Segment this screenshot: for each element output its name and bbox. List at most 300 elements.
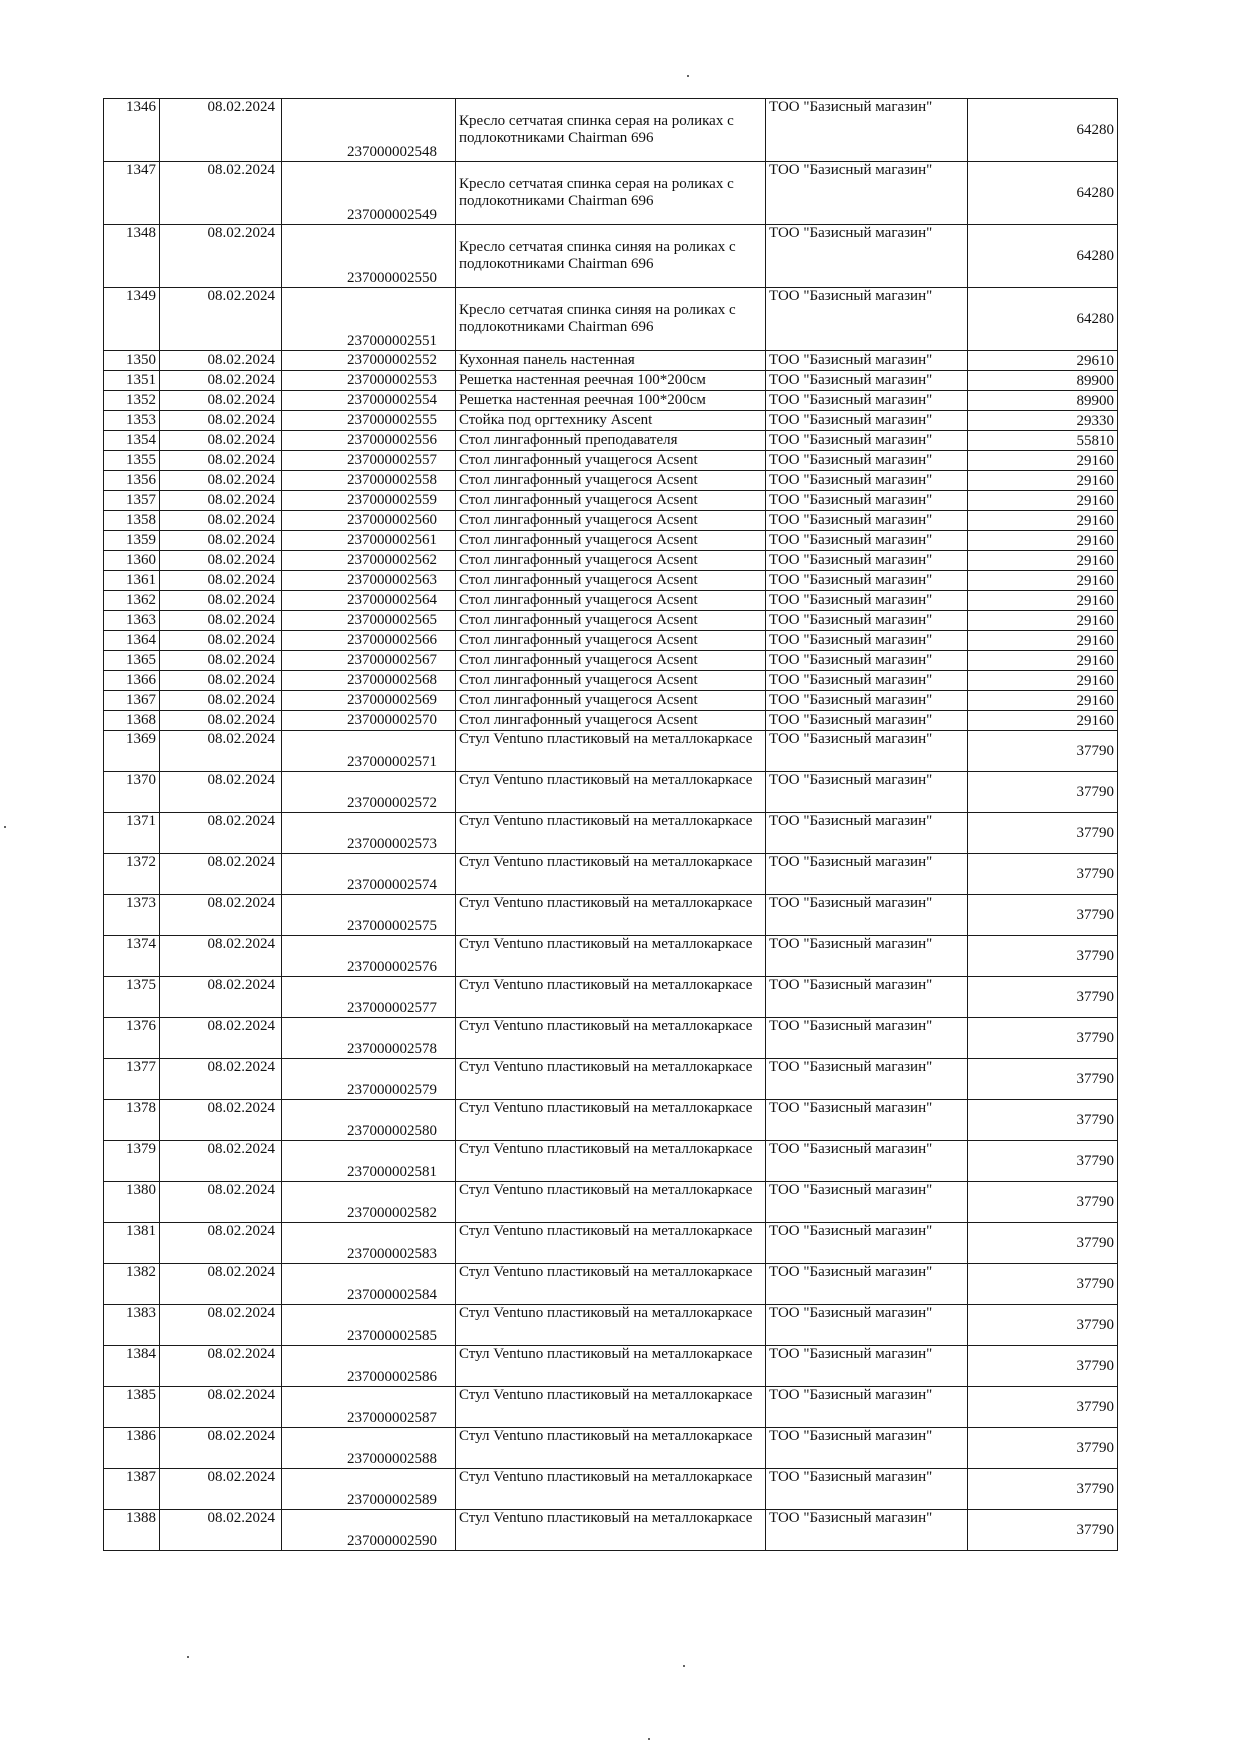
inventory-number-cell: 237000002560 <box>282 511 456 531</box>
inventory-number-cell: 237000002561 <box>282 531 456 551</box>
amount-cell: 29160 <box>968 691 1118 711</box>
date-cell: 08.02.2024 <box>160 225 282 288</box>
date-cell: 08.02.2024 <box>160 651 282 671</box>
amount-cell: 37790 <box>968 895 1118 936</box>
date-cell: 08.02.2024 <box>160 288 282 351</box>
supplier-cell: ТОО "Базисный магазин" <box>766 571 968 591</box>
item-name-cell: Стол лингафонный учащегося Acsent <box>456 631 766 651</box>
supplier-cell: ТОО "Базисный магазин" <box>766 895 968 936</box>
row-number-cell: 1365 <box>104 651 160 671</box>
row-number-cell: 1361 <box>104 571 160 591</box>
row-number-cell: 1357 <box>104 491 160 511</box>
row-number-cell: 1385 <box>104 1387 160 1428</box>
item-name-cell: Стул Ventuno пластиковый на металлокаркасе <box>456 772 766 813</box>
amount-cell: 29160 <box>968 651 1118 671</box>
inventory-number-cell: 237000002577 <box>282 977 456 1018</box>
inventory-number-cell: 237000002589 <box>282 1469 456 1510</box>
amount-cell: 37790 <box>968 1305 1118 1346</box>
row-number-cell: 1380 <box>104 1182 160 1223</box>
date-cell: 08.02.2024 <box>160 351 282 371</box>
date-cell: 08.02.2024 <box>160 491 282 511</box>
table-row <box>104 591 1118 611</box>
supplier-cell: ТОО "Базисный магазин" <box>766 531 968 551</box>
table-row <box>104 1387 1118 1428</box>
inventory-number-cell: 237000002588 <box>282 1428 456 1469</box>
item-name-cell: Стул Ventuno пластиковый на металлокаркасе <box>456 1469 766 1510</box>
date-cell: 08.02.2024 <box>160 977 282 1018</box>
date-cell: 08.02.2024 <box>160 1510 282 1551</box>
supplier-cell: ТОО "Базисный магазин" <box>766 711 968 731</box>
table-row <box>104 772 1118 813</box>
row-number-cell: 1387 <box>104 1469 160 1510</box>
inventory-number-cell: 237000002576 <box>282 936 456 977</box>
item-name-cell: Стол лингафонный учащегося Acsent <box>456 451 766 471</box>
amount-cell: 89900 <box>968 391 1118 411</box>
item-name-cell: Стол лингафонный учащегося Acsent <box>456 511 766 531</box>
inventory-number-cell: 237000002556 <box>282 431 456 451</box>
amount-cell: 37790 <box>968 1223 1118 1264</box>
supplier-cell: ТОО "Базисный магазин" <box>766 471 968 491</box>
inventory-number-cell: 237000002581 <box>282 1141 456 1182</box>
item-name-cell: Стол лингафонный учащегося Acsent <box>456 531 766 551</box>
item-name-cell: Стул Ventuno пластиковый на металлокаркасе <box>456 854 766 895</box>
amount-cell: 55810 <box>968 431 1118 451</box>
inventory-number-cell: 237000002551 <box>282 288 456 351</box>
table-row <box>104 351 1118 371</box>
row-number-cell: 1370 <box>104 772 160 813</box>
table-row <box>104 1100 1118 1141</box>
table-row <box>104 1141 1118 1182</box>
date-cell: 08.02.2024 <box>160 391 282 411</box>
supplier-cell: ТОО "Базисный магазин" <box>766 1018 968 1059</box>
amount-cell: 29160 <box>968 511 1118 531</box>
amount-cell: 29610 <box>968 351 1118 371</box>
amount-cell: 37790 <box>968 1059 1118 1100</box>
supplier-cell: ТОО "Базисный магазин" <box>766 1100 968 1141</box>
row-number-cell: 1386 <box>104 1428 160 1469</box>
inventory-number-cell: 237000002584 <box>282 1264 456 1305</box>
table-row <box>104 391 1118 411</box>
supplier-cell: ТОО "Базисный магазин" <box>766 854 968 895</box>
table-row <box>104 813 1118 854</box>
row-number-cell: 1373 <box>104 895 160 936</box>
date-cell: 08.02.2024 <box>160 531 282 551</box>
table-row <box>104 571 1118 591</box>
table-row <box>104 671 1118 691</box>
scan-speck <box>683 1665 685 1667</box>
date-cell: 08.02.2024 <box>160 1223 282 1264</box>
supplier-cell: ТОО "Базисный магазин" <box>766 1141 968 1182</box>
scan-speck <box>4 826 6 828</box>
inventory-number-cell: 237000002574 <box>282 854 456 895</box>
date-cell: 08.02.2024 <box>160 551 282 571</box>
amount-cell: 37790 <box>968 813 1118 854</box>
item-name-cell: Стул Ventuno пластиковый на металлокаркасе <box>456 1305 766 1346</box>
inventory-number-cell: 237000002566 <box>282 631 456 651</box>
date-cell: 08.02.2024 <box>160 691 282 711</box>
amount-cell: 37790 <box>968 1018 1118 1059</box>
inventory-number-cell: 237000002573 <box>282 813 456 854</box>
item-name-cell: Стол лингафонный учащегося Acsent <box>456 571 766 591</box>
supplier-cell: ТОО "Базисный магазин" <box>766 1264 968 1305</box>
asset-register-body <box>104 99 1118 1551</box>
amount-cell: 37790 <box>968 772 1118 813</box>
amount-cell: 29160 <box>968 551 1118 571</box>
inventory-number-cell: 237000002549 <box>282 162 456 225</box>
table-row <box>104 288 1118 351</box>
item-name-cell: Стул Ventuno пластиковый на металлокаркасе <box>456 1182 766 1223</box>
table-row <box>104 1305 1118 1346</box>
table-row <box>104 731 1118 772</box>
supplier-cell: ТОО "Базисный магазин" <box>766 225 968 288</box>
date-cell: 08.02.2024 <box>160 1428 282 1469</box>
row-number-cell: 1381 <box>104 1223 160 1264</box>
date-cell: 08.02.2024 <box>160 772 282 813</box>
inventory-number-cell: 237000002580 <box>282 1100 456 1141</box>
date-cell: 08.02.2024 <box>160 631 282 651</box>
amount-cell: 37790 <box>968 1510 1118 1551</box>
row-number-cell: 1384 <box>104 1346 160 1387</box>
row-number-cell: 1363 <box>104 611 160 631</box>
row-number-cell: 1347 <box>104 162 160 225</box>
supplier-cell: ТОО "Базисный магазин" <box>766 731 968 772</box>
table-row <box>104 1510 1118 1551</box>
item-name-cell: Стол лингафонный учащегося Acsent <box>456 551 766 571</box>
amount-cell: 64280 <box>968 288 1118 351</box>
date-cell: 08.02.2024 <box>160 1182 282 1223</box>
item-name-cell: Стул Ventuno пластиковый на металлокаркасе <box>456 1387 766 1428</box>
inventory-number-cell: 237000002550 <box>282 225 456 288</box>
amount-cell: 37790 <box>968 1387 1118 1428</box>
supplier-cell: ТОО "Базисный магазин" <box>766 431 968 451</box>
table-row <box>104 711 1118 731</box>
scan-speck <box>687 75 689 77</box>
item-name-cell: Стол лингафонный учащегося Acsent <box>456 611 766 631</box>
inventory-number-cell: 237000002564 <box>282 591 456 611</box>
table-row <box>104 511 1118 531</box>
table-row <box>104 1346 1118 1387</box>
row-number-cell: 1349 <box>104 288 160 351</box>
date-cell: 08.02.2024 <box>160 936 282 977</box>
supplier-cell: ТОО "Базисный магазин" <box>766 671 968 691</box>
row-number-cell: 1379 <box>104 1141 160 1182</box>
item-name-cell: Стол лингафонный учащегося Acsent <box>456 671 766 691</box>
item-name-cell: Стул Ventuno пластиковый на металлокаркасе <box>456 977 766 1018</box>
row-number-cell: 1374 <box>104 936 160 977</box>
amount-cell: 37790 <box>968 1182 1118 1223</box>
supplier-cell: ТОО "Базисный магазин" <box>766 1346 968 1387</box>
row-number-cell: 1352 <box>104 391 160 411</box>
inventory-number-cell: 237000002554 <box>282 391 456 411</box>
row-number-cell: 1375 <box>104 977 160 1018</box>
amount-cell: 29160 <box>968 631 1118 651</box>
date-cell: 08.02.2024 <box>160 411 282 431</box>
date-cell: 08.02.2024 <box>160 1100 282 1141</box>
row-number-cell: 1383 <box>104 1305 160 1346</box>
date-cell: 08.02.2024 <box>160 162 282 225</box>
item-name-cell: Стол лингафонный учащегося Acsent <box>456 491 766 511</box>
table-row <box>104 451 1118 471</box>
amount-cell: 29160 <box>968 671 1118 691</box>
item-name-cell: Кресло сетчатая спинка синяя на роликах с подлокотниками Chairman 696 <box>456 288 766 351</box>
amount-cell: 29160 <box>968 451 1118 471</box>
item-name-cell: Стол лингафонный учащегося Acsent <box>456 471 766 491</box>
date-cell: 08.02.2024 <box>160 611 282 631</box>
supplier-cell: ТОО "Базисный магазин" <box>766 1387 968 1428</box>
amount-cell: 29160 <box>968 491 1118 511</box>
item-name-cell: Стул Ventuno пластиковый на металлокаркасе <box>456 1100 766 1141</box>
inventory-number-cell: 237000002572 <box>282 772 456 813</box>
inventory-number-cell: 237000002579 <box>282 1059 456 1100</box>
amount-cell: 29160 <box>968 471 1118 491</box>
amount-cell: 29160 <box>968 591 1118 611</box>
row-number-cell: 1359 <box>104 531 160 551</box>
date-cell: 08.02.2024 <box>160 371 282 391</box>
inventory-number-cell: 237000002571 <box>282 731 456 772</box>
table-row <box>104 1428 1118 1469</box>
date-cell: 08.02.2024 <box>160 1387 282 1428</box>
table-row <box>104 1223 1118 1264</box>
item-name-cell: Стул Ventuno пластиковый на металлокаркасе <box>456 731 766 772</box>
table-row <box>104 691 1118 711</box>
table-row <box>104 631 1118 651</box>
inventory-number-cell: 237000002559 <box>282 491 456 511</box>
row-number-cell: 1366 <box>104 671 160 691</box>
amount-cell: 37790 <box>968 1100 1118 1141</box>
row-number-cell: 1353 <box>104 411 160 431</box>
inventory-number-cell: 237000002586 <box>282 1346 456 1387</box>
row-number-cell: 1358 <box>104 511 160 531</box>
date-cell: 08.02.2024 <box>160 511 282 531</box>
supplier-cell: ТОО "Базисный магазин" <box>766 99 968 162</box>
item-name-cell: Стул Ventuno пластиковый на металлокаркасе <box>456 1346 766 1387</box>
table-row <box>104 531 1118 551</box>
table-row <box>104 895 1118 936</box>
supplier-cell: ТОО "Базисный магазин" <box>766 1428 968 1469</box>
scan-speck <box>648 1738 650 1740</box>
supplier-cell: ТОО "Базисный магазин" <box>766 491 968 511</box>
supplier-cell: ТОО "Базисный магазин" <box>766 936 968 977</box>
inventory-number-cell: 237000002567 <box>282 651 456 671</box>
supplier-cell: ТОО "Базисный магазин" <box>766 162 968 225</box>
date-cell: 08.02.2024 <box>160 1141 282 1182</box>
row-number-cell: 1346 <box>104 99 160 162</box>
row-number-cell: 1367 <box>104 691 160 711</box>
inventory-number-cell: 237000002552 <box>282 351 456 371</box>
supplier-cell: ТОО "Базисный магазин" <box>766 813 968 854</box>
table-row <box>104 977 1118 1018</box>
row-number-cell: 1355 <box>104 451 160 471</box>
item-name-cell: Стул Ventuno пластиковый на металлокаркасе <box>456 1428 766 1469</box>
item-name-cell: Стул Ventuno пластиковый на металлокаркасе <box>456 1264 766 1305</box>
row-number-cell: 1369 <box>104 731 160 772</box>
item-name-cell: Стул Ventuno пластиковый на металлокаркасе <box>456 1059 766 1100</box>
date-cell: 08.02.2024 <box>160 1018 282 1059</box>
table-row <box>104 1264 1118 1305</box>
date-cell: 08.02.2024 <box>160 1264 282 1305</box>
table-row <box>104 431 1118 451</box>
amount-cell: 64280 <box>968 99 1118 162</box>
supplier-cell: ТОО "Базисный магазин" <box>766 371 968 391</box>
inventory-number-cell: 237000002548 <box>282 99 456 162</box>
inventory-number-cell: 237000002587 <box>282 1387 456 1428</box>
table-row <box>104 471 1118 491</box>
item-name-cell: Стол лингафонный преподавателя <box>456 431 766 451</box>
item-name-cell: Стул Ventuno пластиковый на металлокаркасе <box>456 1141 766 1182</box>
row-number-cell: 1360 <box>104 551 160 571</box>
table-row <box>104 1018 1118 1059</box>
supplier-cell: ТОО "Базисный магазин" <box>766 691 968 711</box>
supplier-cell: ТОО "Базисный магазин" <box>766 451 968 471</box>
row-number-cell: 1371 <box>104 813 160 854</box>
table-row <box>104 1469 1118 1510</box>
supplier-cell: ТОО "Базисный магазин" <box>766 1510 968 1551</box>
inventory-number-cell: 237000002585 <box>282 1305 456 1346</box>
table-row <box>104 551 1118 571</box>
item-name-cell: Стол лингафонный учащегося Acsent <box>456 691 766 711</box>
item-name-cell: Стул Ventuno пластиковый на металлокаркасе <box>456 895 766 936</box>
table-row <box>104 491 1118 511</box>
inventory-number-cell: 237000002575 <box>282 895 456 936</box>
amount-cell: 29330 <box>968 411 1118 431</box>
inventory-number-cell: 237000002569 <box>282 691 456 711</box>
amount-cell: 29160 <box>968 531 1118 551</box>
supplier-cell: ТОО "Базисный магазин" <box>766 351 968 371</box>
row-number-cell: 1354 <box>104 431 160 451</box>
inventory-number-cell: 237000002562 <box>282 551 456 571</box>
scan-speck <box>187 1656 189 1658</box>
date-cell: 08.02.2024 <box>160 451 282 471</box>
date-cell: 08.02.2024 <box>160 99 282 162</box>
item-name-cell: Кресло сетчатая спинка синяя на роликах с подлокотниками Chairman 696 <box>456 225 766 288</box>
item-name-cell: Кухонная панель настенная <box>456 351 766 371</box>
inventory-number-cell: 237000002558 <box>282 471 456 491</box>
row-number-cell: 1362 <box>104 591 160 611</box>
inventory-number-cell: 237000002570 <box>282 711 456 731</box>
item-name-cell: Стол лингафонный учащегося Acsent <box>456 711 766 731</box>
supplier-cell: ТОО "Базисный магазин" <box>766 1223 968 1264</box>
supplier-cell: ТОО "Базисный магазин" <box>766 511 968 531</box>
inventory-number-cell: 237000002565 <box>282 611 456 631</box>
item-name-cell: Стол лингафонный учащегося Acsent <box>456 591 766 611</box>
amount-cell: 89900 <box>968 371 1118 391</box>
amount-cell: 64280 <box>968 225 1118 288</box>
inventory-number-cell: 237000002583 <box>282 1223 456 1264</box>
amount-cell: 64280 <box>968 162 1118 225</box>
supplier-cell: ТОО "Базисный магазин" <box>766 1182 968 1223</box>
inventory-number-cell: 237000002557 <box>282 451 456 471</box>
row-number-cell: 1348 <box>104 225 160 288</box>
supplier-cell: ТОО "Базисный магазин" <box>766 1059 968 1100</box>
item-name-cell: Стул Ventuno пластиковый на металлокаркасе <box>456 1018 766 1059</box>
supplier-cell: ТОО "Базисный магазин" <box>766 551 968 571</box>
date-cell: 08.02.2024 <box>160 1346 282 1387</box>
item-name-cell: Решетка настенная реечная 100*200см <box>456 371 766 391</box>
table-row <box>104 611 1118 631</box>
row-number-cell: 1351 <box>104 371 160 391</box>
inventory-number-cell: 237000002563 <box>282 571 456 591</box>
amount-cell: 37790 <box>968 1346 1118 1387</box>
row-number-cell: 1376 <box>104 1018 160 1059</box>
date-cell: 08.02.2024 <box>160 895 282 936</box>
table-row <box>104 225 1118 288</box>
amount-cell: 37790 <box>968 1264 1118 1305</box>
row-number-cell: 1388 <box>104 1510 160 1551</box>
amount-cell: 37790 <box>968 977 1118 1018</box>
item-name-cell: Стул Ventuno пластиковый на металлокаркасе <box>456 1510 766 1551</box>
item-name-cell: Кресло сетчатая спинка серая на роликах с подлокотниками Chairman 696 <box>456 99 766 162</box>
table-row <box>104 854 1118 895</box>
item-name-cell: Стойка под оргтехнику Ascent <box>456 411 766 431</box>
supplier-cell: ТОО "Базисный магазин" <box>766 977 968 1018</box>
item-name-cell: Стол лингафонный учащегося Acsent <box>456 651 766 671</box>
supplier-cell: ТОО "Базисный магазин" <box>766 611 968 631</box>
inventory-number-cell: 237000002582 <box>282 1182 456 1223</box>
supplier-cell: ТОО "Базисный магазин" <box>766 651 968 671</box>
amount-cell: 37790 <box>968 731 1118 772</box>
amount-cell: 29160 <box>968 711 1118 731</box>
supplier-cell: ТОО "Базисный магазин" <box>766 591 968 611</box>
table-row <box>104 651 1118 671</box>
inventory-number-cell: 237000002590 <box>282 1510 456 1551</box>
date-cell: 08.02.2024 <box>160 854 282 895</box>
supplier-cell: ТОО "Базисный магазин" <box>766 288 968 351</box>
inventory-number-cell: 237000002568 <box>282 671 456 691</box>
row-number-cell: 1377 <box>104 1059 160 1100</box>
amount-cell: 29160 <box>968 571 1118 591</box>
supplier-cell: ТОО "Базисный магазин" <box>766 631 968 651</box>
date-cell: 08.02.2024 <box>160 731 282 772</box>
row-number-cell: 1378 <box>104 1100 160 1141</box>
date-cell: 08.02.2024 <box>160 1059 282 1100</box>
table-row <box>104 99 1118 162</box>
amount-cell: 37790 <box>968 1428 1118 1469</box>
table-row <box>104 371 1118 391</box>
table-row <box>104 1059 1118 1100</box>
date-cell: 08.02.2024 <box>160 813 282 854</box>
date-cell: 08.02.2024 <box>160 1305 282 1346</box>
inventory-number-cell: 237000002578 <box>282 1018 456 1059</box>
row-number-cell: 1364 <box>104 631 160 651</box>
supplier-cell: ТОО "Базисный магазин" <box>766 1469 968 1510</box>
row-number-cell: 1372 <box>104 854 160 895</box>
asset-register-table <box>103 98 1118 1551</box>
date-cell: 08.02.2024 <box>160 591 282 611</box>
amount-cell: 29160 <box>968 611 1118 631</box>
date-cell: 08.02.2024 <box>160 1469 282 1510</box>
date-cell: 08.02.2024 <box>160 431 282 451</box>
supplier-cell: ТОО "Базисный магазин" <box>766 391 968 411</box>
table-row <box>104 936 1118 977</box>
amount-cell: 37790 <box>968 854 1118 895</box>
row-number-cell: 1368 <box>104 711 160 731</box>
item-name-cell: Стул Ventuno пластиковый на металлокаркасе <box>456 813 766 854</box>
row-number-cell: 1350 <box>104 351 160 371</box>
table-row <box>104 162 1118 225</box>
table-row <box>104 411 1118 431</box>
supplier-cell: ТОО "Базисный магазин" <box>766 411 968 431</box>
item-name-cell: Кресло сетчатая спинка серая на роликах с подлокотниками Chairman 696 <box>456 162 766 225</box>
amount-cell: 37790 <box>968 1141 1118 1182</box>
row-number-cell: 1382 <box>104 1264 160 1305</box>
inventory-number-cell: 237000002555 <box>282 411 456 431</box>
table-row <box>104 1182 1118 1223</box>
supplier-cell: ТОО "Базисный магазин" <box>766 1305 968 1346</box>
row-number-cell: 1356 <box>104 471 160 491</box>
amount-cell: 37790 <box>968 936 1118 977</box>
date-cell: 08.02.2024 <box>160 671 282 691</box>
date-cell: 08.02.2024 <box>160 711 282 731</box>
